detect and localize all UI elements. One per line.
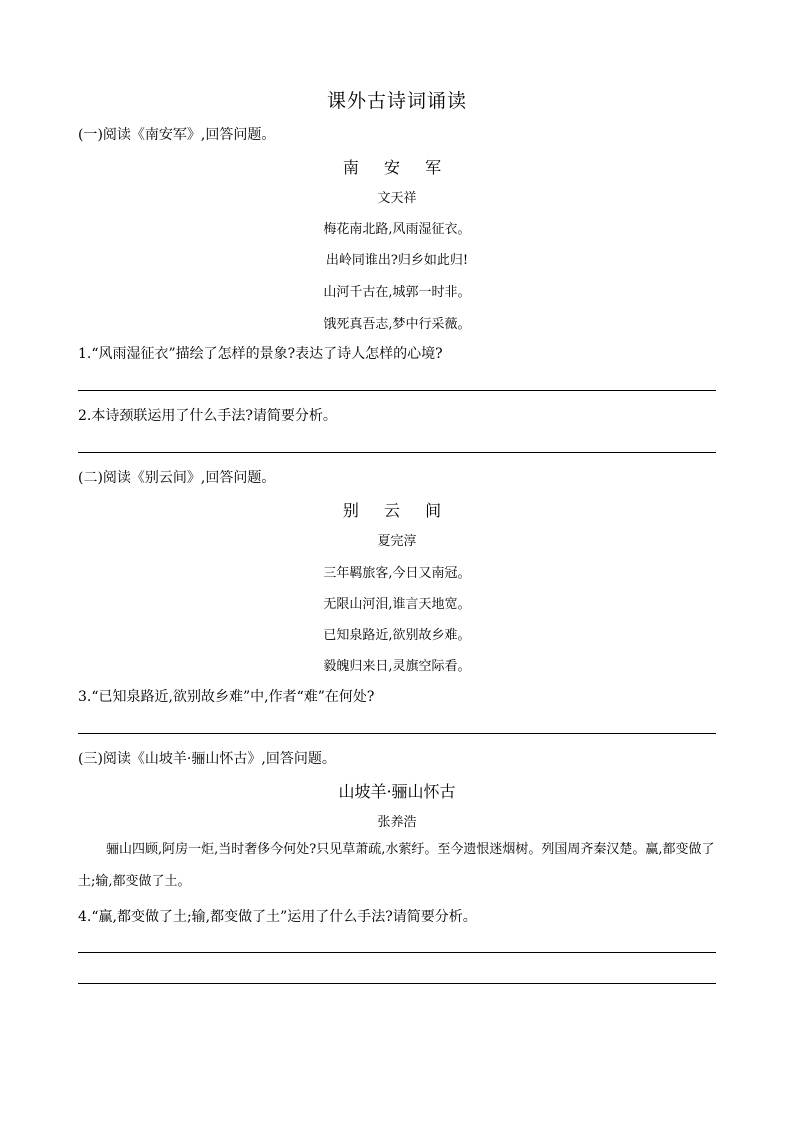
- section-2-poem-title: 别 云 间: [342, 501, 452, 520]
- section-2-prompt: (二)阅读《别云间》,回答问题。: [78, 470, 276, 486]
- section-2-author: 夏完淳: [377, 534, 417, 549]
- section-3-prose: 骊山四顾,阿房一炬,当时奢侈今何处?只见草萧疏,水萦纡。至今遗恨迷烟树。列国周齐秦汉楚。赢,都变做了土;输,都变做了土。: [78, 842, 715, 889]
- section-3-author: 张养浩: [377, 815, 417, 830]
- answer-line-4a[interactable]: [78, 952, 716, 953]
- question-2: 2.本诗颈联运用了什么手法?请简要分析。: [78, 408, 337, 424]
- section-3-prompt: (三)阅读《山坡羊·骊山怀古》,回答问题。: [78, 751, 336, 767]
- section-1-line-1: 梅花南北路,风雨湿征衣。: [323, 222, 471, 237]
- section-2-line-4: 毅魄归来日,灵旗空际看。: [323, 659, 471, 674]
- question-3: 3.“已知泉路近,欲别故乡难”中,作者“难”在何处?: [78, 689, 375, 705]
- section-1-line-4: 饿死真吾志,梦中行采薇。: [323, 317, 471, 332]
- answer-line-3[interactable]: [78, 733, 716, 734]
- section-1-line-3: 山河千古在,城郭一时非。: [323, 285, 471, 300]
- answer-line-2[interactable]: [78, 452, 716, 453]
- section-3-poem-title: 山坡羊·骊山怀古: [338, 782, 456, 801]
- section-2-line-1: 三年羁旅客,今日又南冠。: [323, 566, 471, 581]
- answer-line-1[interactable]: [78, 390, 716, 391]
- section-2-line-3: 已知泉路近,欲别故乡难。: [323, 628, 471, 643]
- question-1: 1.“风雨湿征衣”描绘了怎样的景象?表达了诗人怎样的心境?: [78, 346, 443, 362]
- page-title: 课外古诗词诵读: [326, 90, 467, 112]
- section-1-prompt: (一)阅读《南安军》,回答问题。: [78, 127, 276, 143]
- section-1-author: 文天祥: [377, 191, 417, 206]
- question-4: 4.“赢,都变做了土;输,都变做了土”运用了什么手法?请简要分析。: [78, 909, 477, 925]
- section-1-line-2: 出岭同谁出?归乡如此归!: [325, 253, 469, 268]
- section-1-poem-title: 南 安 军: [342, 158, 452, 177]
- section-2-line-2: 无限山河泪,谁言天地宽。: [323, 597, 471, 612]
- answer-line-4b[interactable]: [78, 983, 716, 984]
